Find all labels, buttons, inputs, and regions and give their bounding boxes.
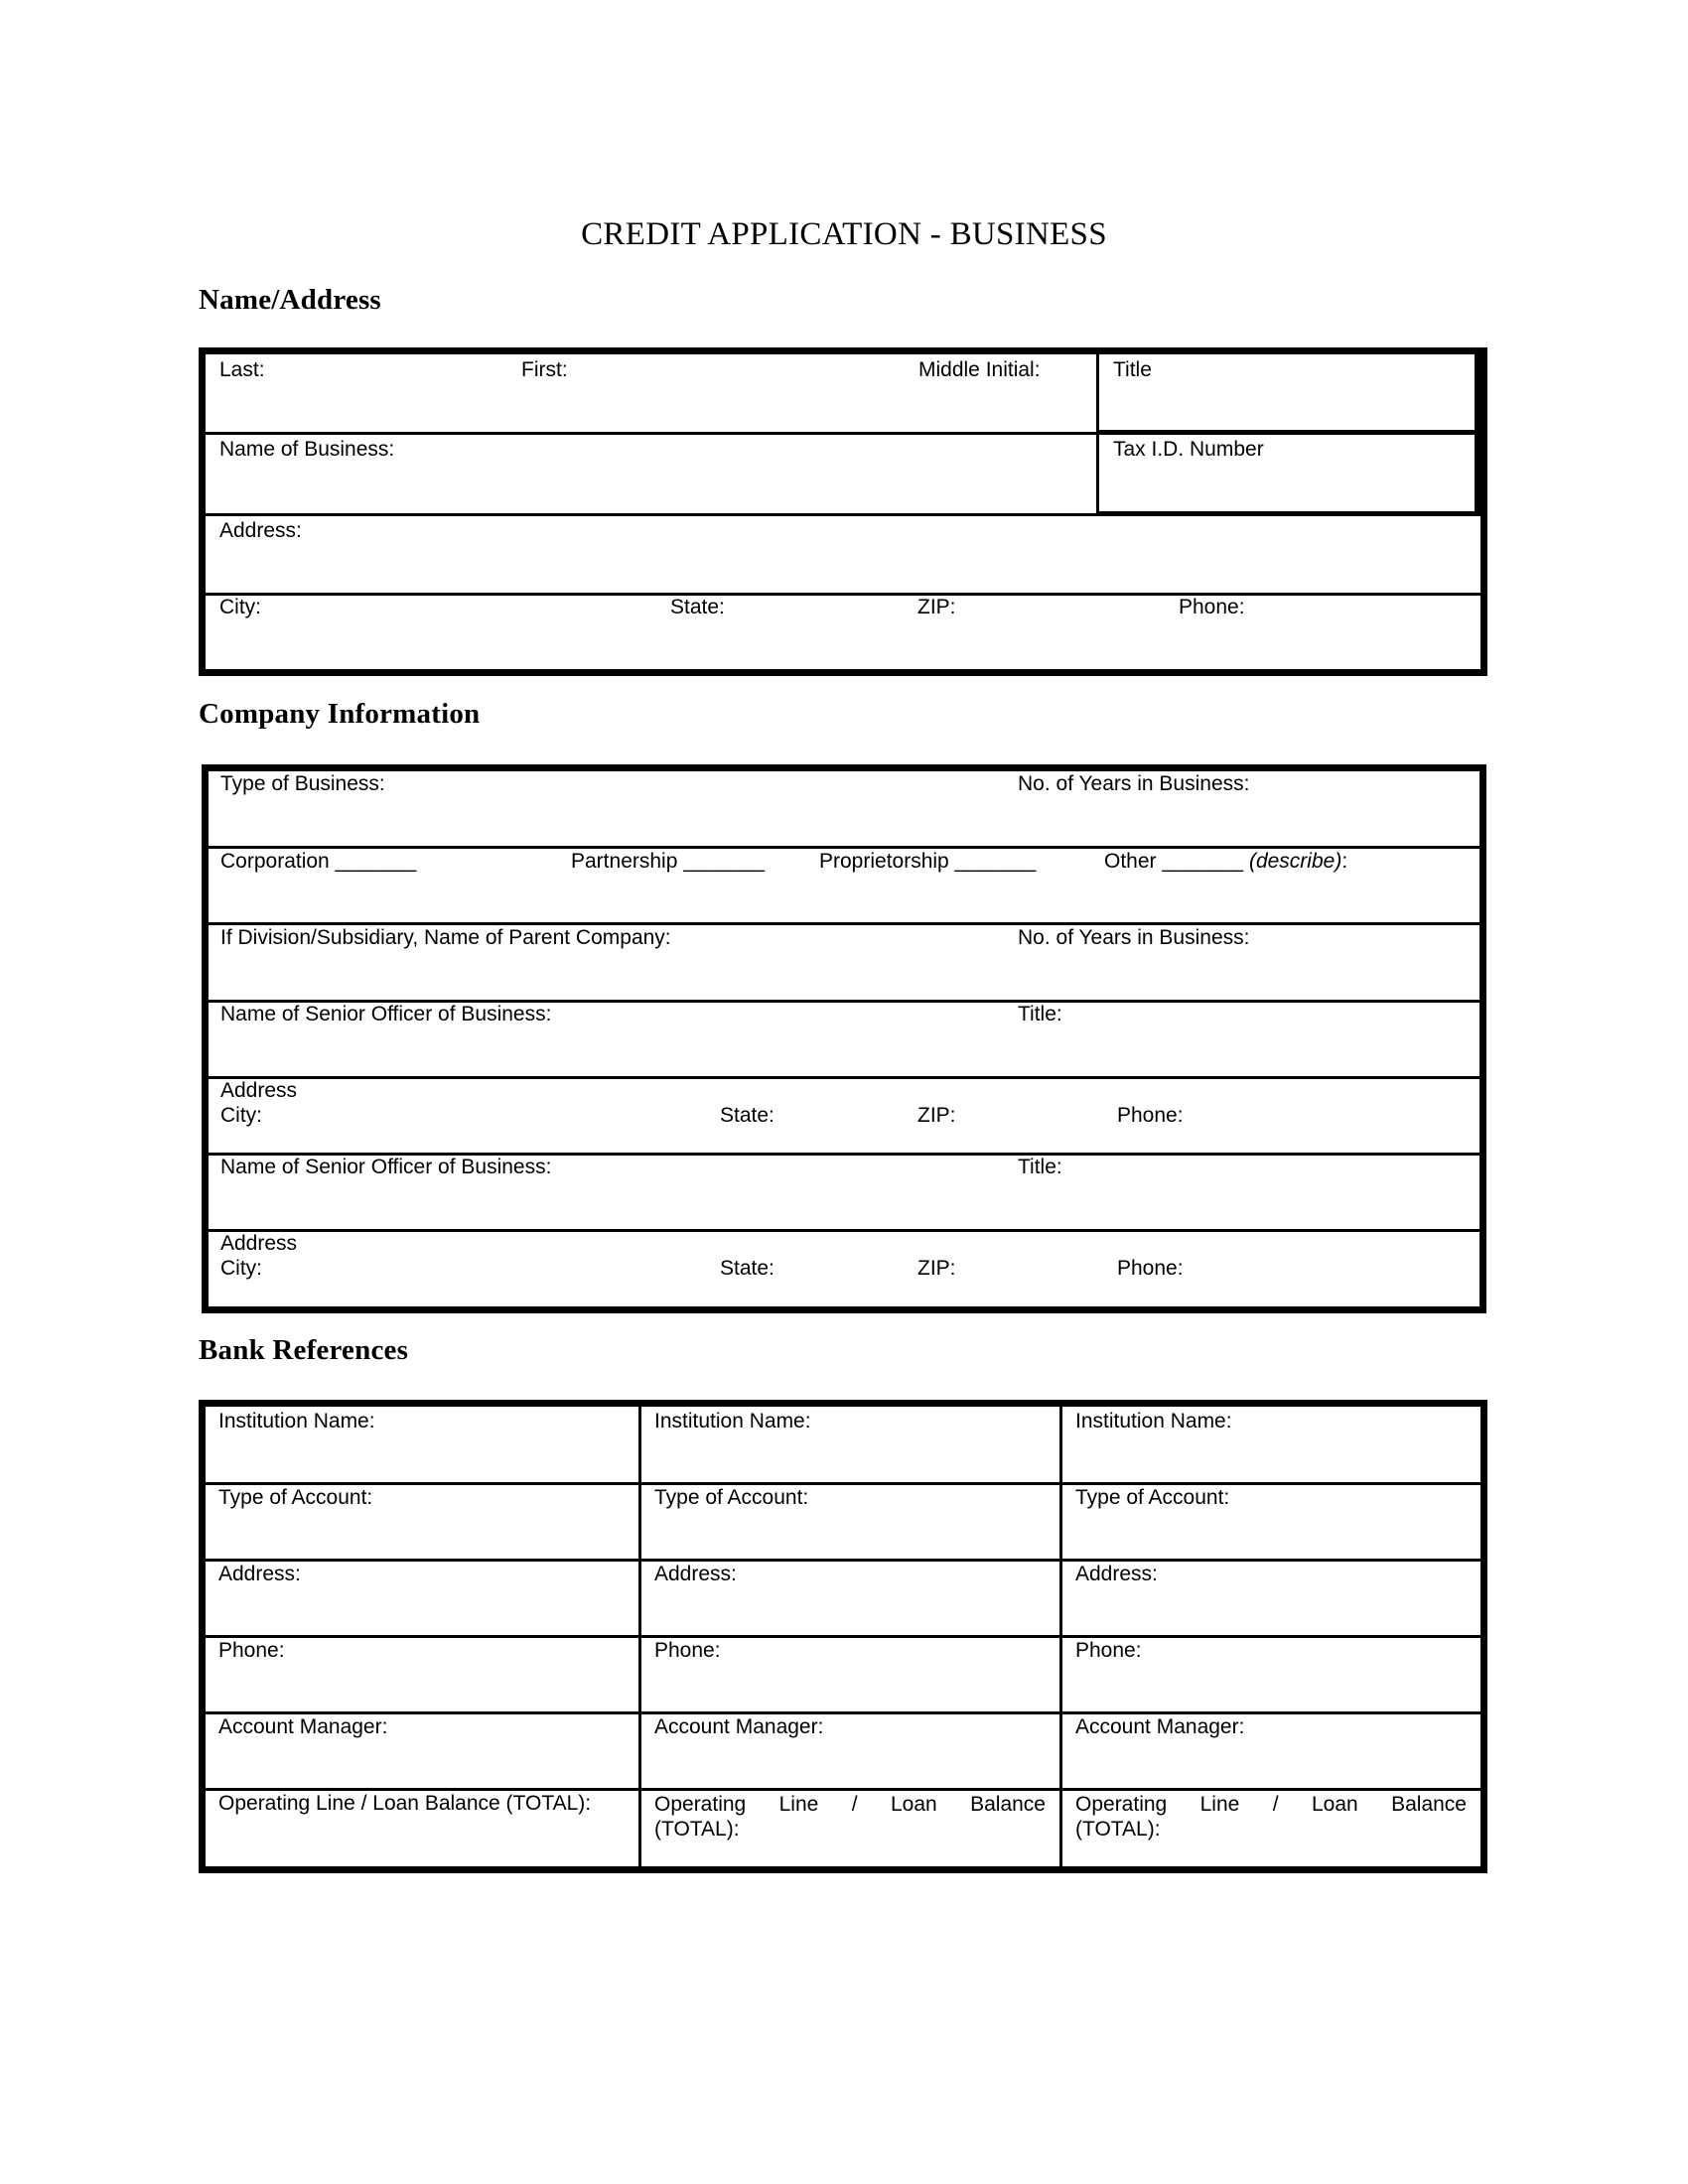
- officer-city-label: City:: [220, 1104, 262, 1127]
- loan-balance-total-label: (TOTAL):: [654, 1818, 740, 1841]
- bank-1-account-type-field[interactable]: [218, 1486, 372, 1510]
- bank-1-address-field[interactable]: [218, 1563, 301, 1586]
- officer-2-phone-field[interactable]: [1117, 1257, 1184, 1281]
- column-divider: [1475, 354, 1480, 516]
- bank-address-label: Address:: [654, 1563, 737, 1585]
- row-divider: [206, 1788, 1480, 1791]
- bank-1-phone-field[interactable]: [218, 1639, 285, 1663]
- address-label: Address:: [219, 519, 302, 542]
- officer-city-label: City:: [220, 1257, 262, 1280]
- phone-field[interactable]: [1179, 596, 1245, 619]
- proprietorship-label: Proprietorship _______: [819, 850, 1037, 873]
- officer-state-label: State:: [720, 1257, 774, 1280]
- account-manager-label: Account Manager:: [654, 1715, 824, 1738]
- corporation-option[interactable]: [220, 850, 416, 874]
- officer-1-name-field[interactable]: [220, 1003, 551, 1026]
- bank-1-institution-field[interactable]: [218, 1410, 375, 1433]
- bank-3-phone-field[interactable]: [1075, 1639, 1142, 1663]
- officer-2-address-field[interactable]: [220, 1232, 297, 1256]
- bank-address-label: Address:: [218, 1563, 301, 1585]
- state-field[interactable]: [670, 596, 725, 619]
- bank-3-manager-field[interactable]: [1075, 1715, 1244, 1739]
- bank-3-institution-field[interactable]: [1075, 1410, 1232, 1433]
- other-option[interactable]: [1104, 850, 1347, 874]
- officer-address-label: Address: [220, 1232, 298, 1255]
- state-label: State:: [670, 596, 725, 618]
- row-divider: [209, 1229, 1479, 1232]
- tax-id-label: Tax I.D. Number: [1113, 438, 1264, 461]
- bank-1-manager-field[interactable]: [218, 1715, 387, 1739]
- institution-label: Institution Name:: [1075, 1410, 1232, 1433]
- bank-phone-label: Phone:: [1075, 1639, 1142, 1662]
- account-manager-label: Account Manager:: [1075, 1715, 1245, 1738]
- row-divider: [206, 513, 1097, 516]
- row-divider: [206, 1635, 1480, 1638]
- officer-1-address-field[interactable]: [220, 1079, 297, 1103]
- row-divider: [206, 432, 1097, 435]
- officer-1-title-field[interactable]: [1018, 1003, 1062, 1026]
- bank-2-institution-field[interactable]: [654, 1410, 811, 1433]
- section-heading-company-information: Company Information: [199, 698, 481, 730]
- officer-address-label: Address: [220, 1079, 298, 1102]
- row-divider: [209, 1076, 1479, 1079]
- title-field[interactable]: [1113, 358, 1152, 382]
- business-name-label: Name of Business:: [219, 438, 395, 461]
- corporation-label: Corporation _______: [220, 850, 417, 873]
- officer-2-title-field[interactable]: [1018, 1156, 1062, 1179]
- name-address-table: [199, 347, 1487, 676]
- section-heading-name-address: Name/Address: [199, 284, 381, 316]
- tax-id-field[interactable]: [1113, 438, 1264, 462]
- account-type-label: Type of Account:: [1075, 1486, 1230, 1509]
- section-heading-bank-references: Bank References: [199, 1334, 409, 1366]
- institution-label: Institution Name:: [654, 1410, 811, 1433]
- bank-2-phone-field[interactable]: [654, 1639, 721, 1663]
- officer-2-name-field[interactable]: [220, 1156, 551, 1179]
- parent-years-label: No. of Years in Business:: [1018, 926, 1250, 949]
- officer-1-phone-field[interactable]: [1117, 1104, 1184, 1128]
- loan-balance-label: Operating Line / Loan Balance (TOTAL):: [218, 1792, 592, 1815]
- loan-balance-total-label: (TOTAL):: [1075, 1818, 1161, 1841]
- officer-1-zip-field[interactable]: [917, 1104, 956, 1128]
- title-label: Title: [1113, 358, 1152, 381]
- bank-3-account-type-field[interactable]: [1075, 1486, 1229, 1510]
- row-divider: [206, 1559, 1480, 1562]
- row-divider: [209, 846, 1479, 849]
- officer-2-state-field[interactable]: [720, 1257, 774, 1281]
- last-name-label: Last:: [219, 358, 265, 381]
- officer-title-label: Title:: [1018, 1003, 1062, 1025]
- officer-title-label: Title:: [1018, 1156, 1062, 1178]
- bank-2-manager-field[interactable]: [654, 1715, 823, 1739]
- officer-phone-label: Phone:: [1117, 1257, 1184, 1280]
- bank-phone-label: Phone:: [218, 1639, 285, 1662]
- type-of-business-field[interactable]: [220, 772, 385, 796]
- describe-label: (describe): [1248, 850, 1342, 873]
- bank-phone-label: Phone:: [654, 1639, 721, 1662]
- officer-phone-label: Phone:: [1117, 1104, 1184, 1127]
- officer-state-label: State:: [720, 1104, 774, 1127]
- officer-zip-label: ZIP:: [917, 1104, 956, 1127]
- officer-1-city-field[interactable]: [220, 1104, 262, 1128]
- officer-2-zip-field[interactable]: [917, 1257, 956, 1281]
- zip-label: ZIP:: [917, 596, 956, 618]
- officer-name-label: Name of Senior Officer of Business:: [220, 1003, 552, 1025]
- other-label: Other _______: [1104, 850, 1244, 873]
- bank-address-label: Address:: [1075, 1563, 1158, 1585]
- bank-3-balance-field[interactable]: [1075, 1792, 1467, 1842]
- phone-label: Phone:: [1179, 596, 1245, 618]
- officer-2-city-field[interactable]: [220, 1257, 262, 1281]
- zip-field[interactable]: [917, 596, 956, 619]
- partnership-option[interactable]: [571, 850, 765, 874]
- parent-company-label: If Division/Subsidiary, Name of Parent Company:: [220, 926, 671, 949]
- first-name-label: First:: [521, 358, 568, 381]
- last-name-field[interactable]: [219, 358, 265, 382]
- row-divider: [1097, 511, 1480, 516]
- middle-initial-field[interactable]: [918, 358, 1041, 382]
- account-manager-label: Account Manager:: [218, 1715, 388, 1738]
- type-of-business-label: Type of Business:: [220, 772, 385, 795]
- institution-label: Institution Name:: [218, 1410, 375, 1433]
- parent-company-field[interactable]: [220, 926, 671, 950]
- bank-1-balance-field[interactable]: [218, 1792, 591, 1816]
- bank-2-balance-field[interactable]: [654, 1792, 1046, 1842]
- row-divider: [206, 1482, 1480, 1485]
- row-divider: [206, 1711, 1480, 1714]
- address-field[interactable]: [219, 519, 302, 543]
- first-name-field[interactable]: [521, 358, 568, 382]
- document-title: CREDIT APPLICATION - BUSINESS: [581, 216, 1107, 252]
- partnership-label: Partnership _______: [571, 850, 765, 873]
- parent-years-field[interactable]: [1018, 926, 1249, 950]
- bank-3-address-field[interactable]: [1075, 1563, 1158, 1586]
- loan-balance-label: Operating Line / Loan Balance: [1075, 1793, 1467, 1816]
- bank-references-table: [199, 1400, 1487, 1873]
- account-type-label: Type of Account:: [218, 1486, 373, 1509]
- company-information-table: [202, 764, 1486, 1313]
- officer-zip-label: ZIP:: [917, 1257, 956, 1280]
- account-type-label: Type of Account:: [654, 1486, 809, 1509]
- bank-2-address-field[interactable]: [654, 1563, 737, 1586]
- loan-balance-label: Operating Line / Loan Balance: [654, 1793, 1046, 1816]
- officer-name-label: Name of Senior Officer of Business:: [220, 1156, 552, 1178]
- years-in-business-label: No. of Years in Business:: [1018, 772, 1250, 795]
- row-divider: [1097, 430, 1480, 435]
- officer-1-state-field[interactable]: [720, 1104, 774, 1128]
- bank-2-account-type-field[interactable]: [654, 1486, 808, 1510]
- city-field[interactable]: [219, 596, 261, 619]
- row-divider: [209, 922, 1479, 925]
- proprietorship-option[interactable]: [819, 850, 1036, 874]
- middle-initial-label: Middle Initial:: [918, 358, 1041, 381]
- city-label: City:: [219, 596, 261, 618]
- describe-suffix: :: [1341, 850, 1348, 873]
- years-in-business-field[interactable]: [1018, 772, 1249, 796]
- column-divider: [1096, 354, 1099, 515]
- business-name-field[interactable]: [219, 438, 394, 462]
- row-divider: [206, 593, 1480, 596]
